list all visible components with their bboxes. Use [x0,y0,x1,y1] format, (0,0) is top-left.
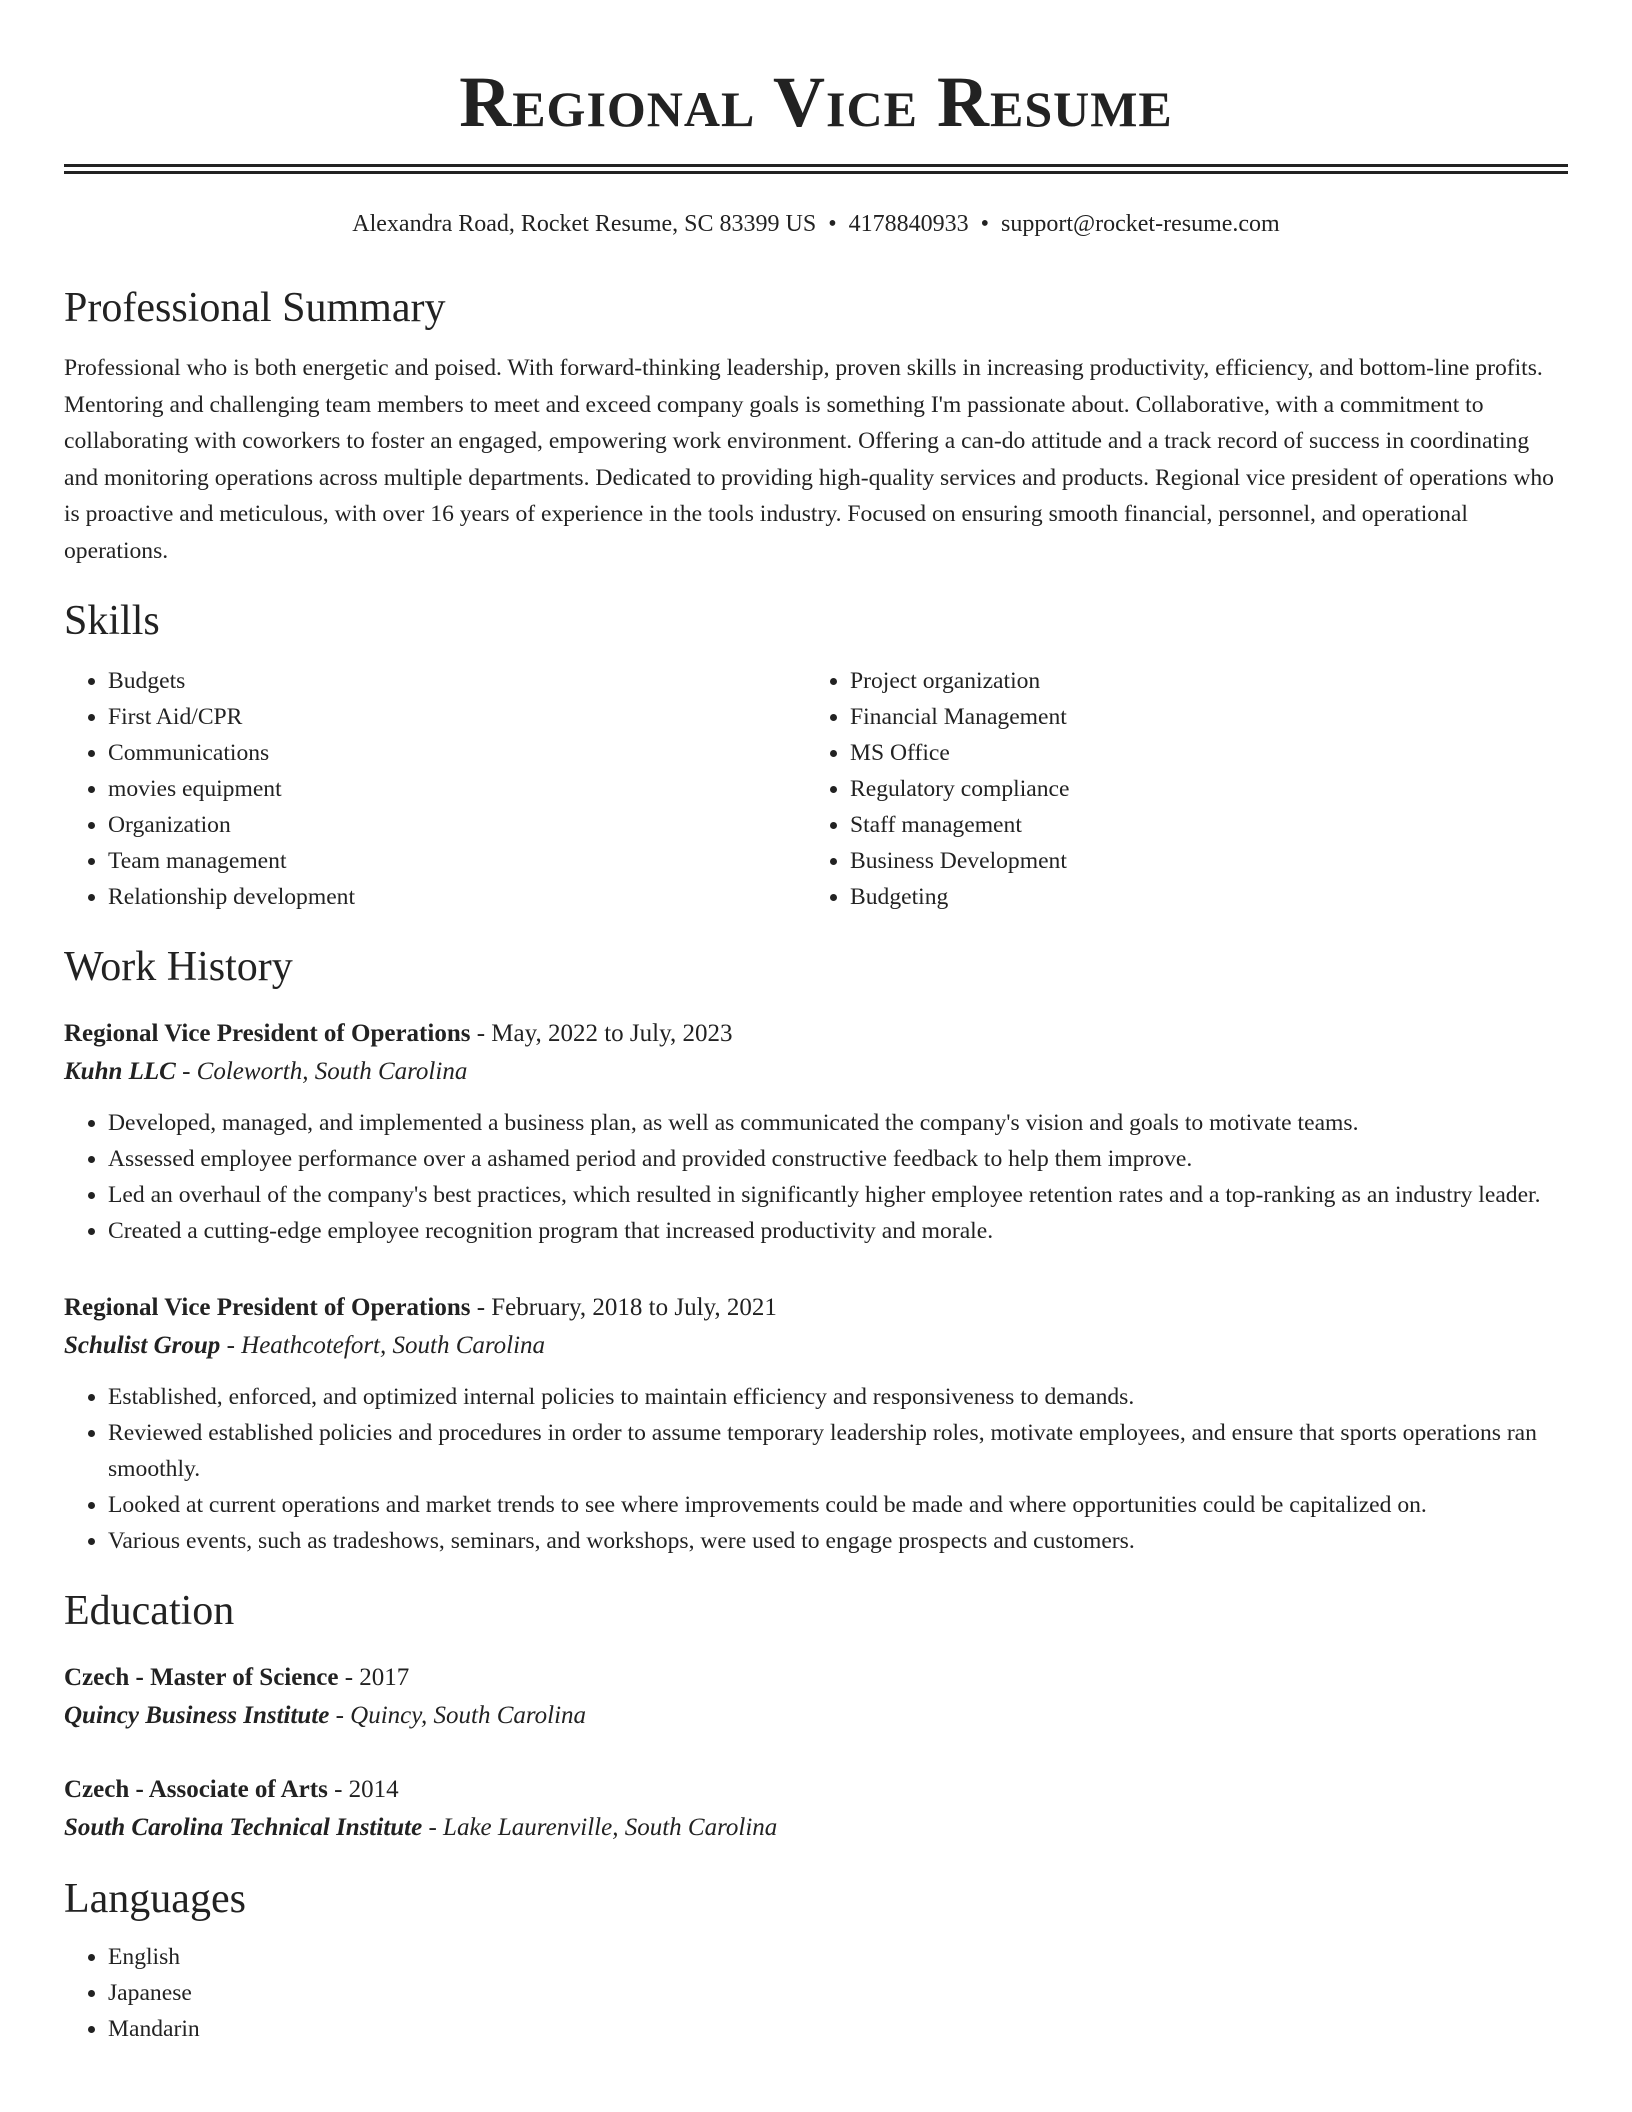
language-item: • English [108,1939,1568,1975]
skill-item: • Financial Management [850,699,1548,735]
contact-address: Alexandra Road, Rocket Resume, SC 83399 US [352,211,817,237]
job-bullet: • Created a cutting-edge employee recognition program that increased productivity and morale. [108,1213,1568,1249]
education-degree-line [64,1771,1568,1809]
skills-list-left [64,663,806,915]
job-bullet: • Various events, such as tradeshows, seminars, and workshops, were used to engage prospects and customers. [108,1523,1568,1559]
skill-item: • Staff management [850,807,1548,843]
education-school-line [64,1697,1568,1735]
education-year: - 2014 [327,1776,399,1803]
language-item: • Mandarin [108,2011,1568,2047]
language-item: • Japanese [108,1975,1568,2011]
contact-email: support@rocket-resume.com [1001,211,1280,237]
contact-separator: • [828,211,837,237]
job-entry [64,1015,1568,1249]
job-company-line [64,1053,1568,1091]
title-divider [64,164,1568,174]
skill-item: • Budgeting [850,879,1548,915]
skill-item: • First Aid/CPR [108,699,806,735]
job-title: Regional Vice President of Operations [64,1294,471,1321]
job-company: Schulist Group [64,1332,221,1359]
education-school: South Carolina Technical Institute [64,1814,423,1841]
job-header [64,1015,1568,1053]
summary-heading: Professional Summary [64,285,446,331]
education-degree-line [64,1659,1568,1697]
job-header [64,1289,1568,1327]
summary-text: Professional who is both energetic and poised. With forward-thinking leadership, proven skills in increasing productivity, efficiency, and bottom-line profits. Mentoring and challenging team members to meet and exceed company goals is something I'm passionate about. Collaborative, with a commitment to collaborating with coworkers to foster an engaged, empowering work environment. Offering a can-do attitude and a track record of success in coordinating and monitoring operations across multiple departments. Dedicated to providing high-quality services and products. Regional vice president of operations who is proactive and meticulous, with over 16 years of experience in the tools industry. Focused on ensuring smooth financial, personnel, and operational operations. [64,355,1554,564]
education-degree: Czech - Associate of Arts [64,1776,328,1803]
job-bullet: • Assessed employee performance over a ashamed period and provided constructive feedback to help them improve. [108,1141,1568,1177]
skill-item: • Organization [108,807,806,843]
contact-separator: • [980,211,990,237]
job-bullets [64,1379,1568,1559]
education-year: - 2017 [338,1664,410,1691]
work-history-heading: Work History [64,944,293,990]
job-company-line [64,1327,1568,1365]
resume-title: Regional Vice Resume [459,62,1173,142]
job-bullet: • Established, enforced, and optimized internal policies to maintain efficiency and responsiveness to demands. [108,1379,1568,1415]
job-location: - Coleworth, South Carolina [175,1058,468,1085]
skill-item: • Relationship development [108,879,806,915]
skill-item: • Business Development [850,843,1548,879]
education-school-line [64,1809,1568,1847]
skill-item: • Regulatory compliance [850,771,1548,807]
job-dates: - February, 2018 to July, 2021 [470,1294,777,1321]
education-entry [64,1659,1568,1735]
skills-columns [64,663,1568,915]
job-title: Regional Vice President of Operations [64,1020,471,1047]
resume-page [64,0,1568,2047]
job-bullet: • Developed, managed, and implemented a business plan, as well as communicated the company's vision and goals to motivate teams. [108,1105,1568,1141]
job-company: Kuhn LLC [64,1058,176,1085]
contact-phone: 4178840933 [848,211,969,237]
skill-item: • MS Office [850,735,1548,771]
languages-heading: Languages [64,1876,246,1922]
skill-item: • movies equipment [108,771,806,807]
skill-item: • Communications [108,735,806,771]
education-heading: Education [64,1588,235,1634]
education-degree: Czech - Master of Science [64,1664,339,1691]
skills-heading: Skills [64,598,160,644]
contact-line [64,208,1568,240]
job-bullet: • Looked at current operations and market trends to see where improvements could be made and where opportunities could be capitalized on. [108,1487,1568,1523]
job-location: - Heathcotefort, South Carolina [220,1332,546,1359]
languages-list [64,1939,1568,2047]
job-bullets [64,1105,1568,1249]
skill-item: • Team management [108,843,806,879]
job-bullet: • Reviewed established policies and procedures in order to assume temporary leadership roles, motivate employees, and ensure that sports operations ran smoothly. [108,1415,1568,1487]
job-dates: - May, 2022 to July, 2023 [470,1020,733,1047]
job-bullet: • Led an overhaul of the company's best practices, which resulted in significantly higher employee retention rates and a top-ranking as an industry leader. [108,1177,1568,1213]
education-entry [64,1771,1568,1847]
skill-item: • Project organization [850,663,1548,699]
education-location: - Lake Laurenville, South Carolina [422,1814,778,1841]
skills-list-right [806,663,1548,915]
skill-item: • Budgets [108,663,806,699]
job-entry [64,1289,1568,1559]
education-school: Quincy Business Institute [64,1702,330,1729]
education-location: - Quincy, South Carolina [329,1702,587,1729]
